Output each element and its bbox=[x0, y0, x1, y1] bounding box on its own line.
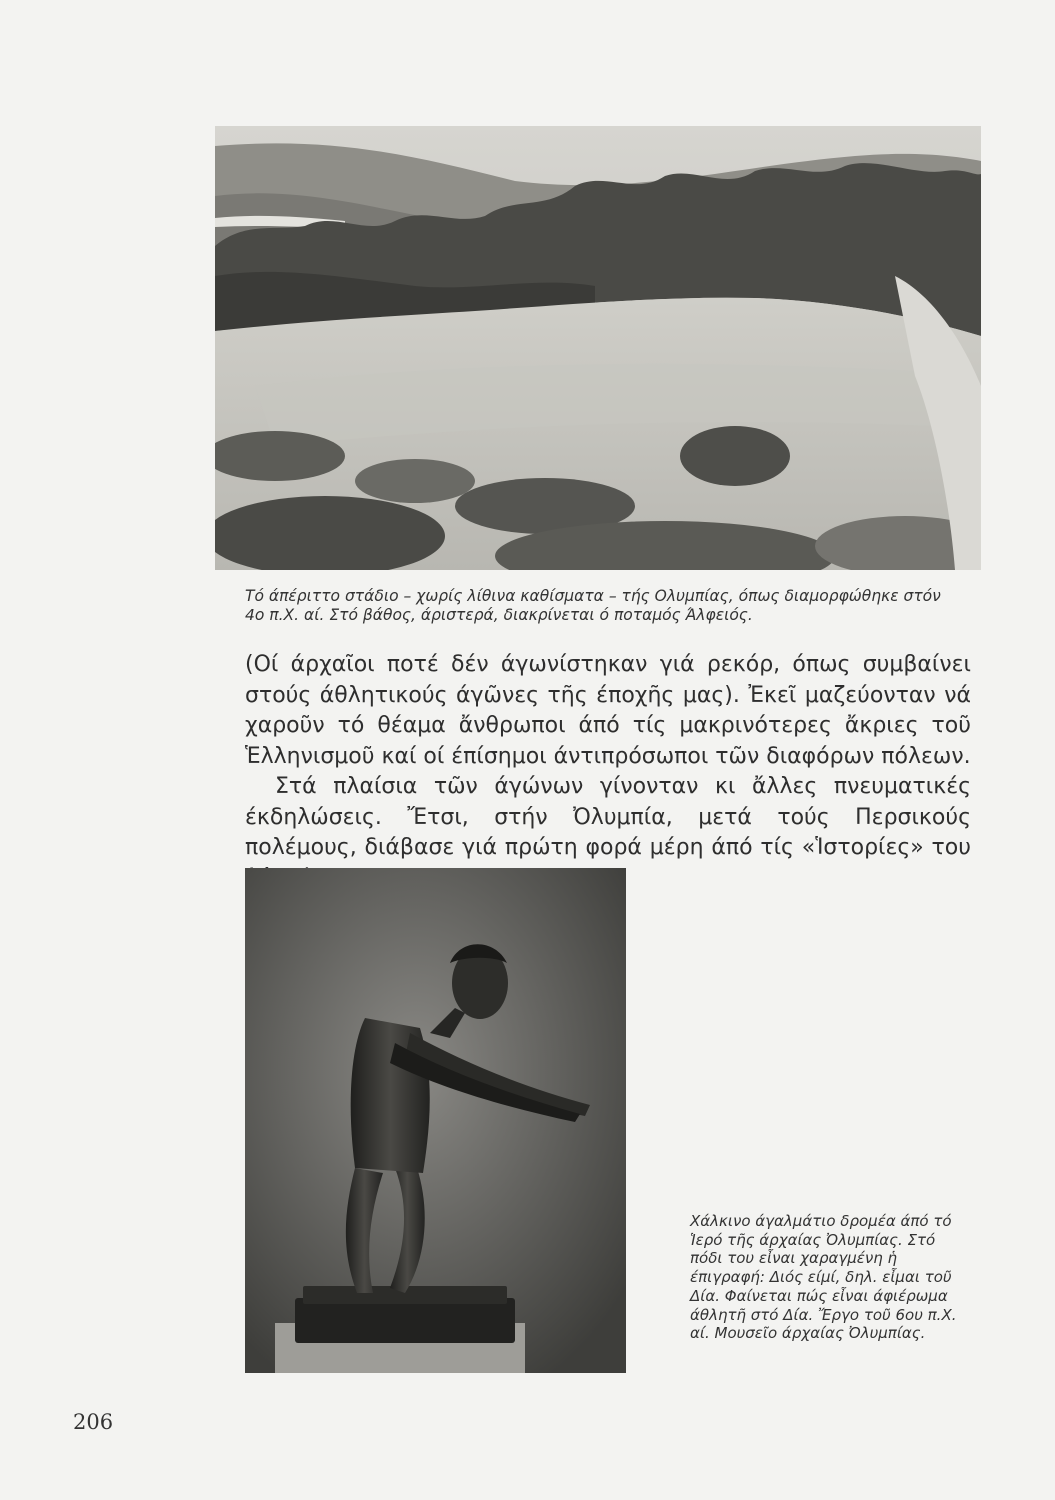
statue-illustration bbox=[245, 868, 626, 1373]
stadium-caption: Τό άπέριττο στάδιο – χωρίς λίθινα καθίσματα – τής Ολυμπίας, όπως διαμορφώθηκε στόν 4ο π.Χ. αί. Στό βάθος, άριστερά, διακρίνεται ό ποταμός Άλφειός. bbox=[245, 587, 941, 624]
stadium-illustration bbox=[215, 126, 981, 570]
body-text bbox=[245, 650, 971, 894]
paragraph-2: Στά πλαίσια τῶν άγώνων γίνονταν κι ἄλλες πνευματικές έκδηλώσεις. Ἔτσι, στήν Ὀλυμπία, μετά τούς Περσικούς πολέμους, διάβασε γιά πρώτη φορά μέρη άπό τίς «Ἱστορίες» του bbox=[245, 774, 971, 860]
page-number: 206 bbox=[73, 1410, 114, 1434]
statue-photo bbox=[245, 868, 626, 1373]
paragraph-1: (Οί άρχαῖοι ποτέ δέν άγωνίστηκαν γιά ρεκόρ, όπως συμβαίνει στούς άθλητικούς άγῶνες τῆς έποχῆς μας). Ἐκεῖ μαζεύονταν νά χαροῦν τό θέαμα ἄνθρωποι άπό τίς μακρινότερες ἄκριες τοῦ Ἑλληνισμοῦ καί οί έπίσημοι άντιπρόσωποι τῶν διαφόρων πόλεων. bbox=[245, 652, 971, 769]
statue-caption: Χάλκινο άγαλμάτιο δρομέα άπό τό Ἱερό τῆς άρχαίας Ὀλυμπίας. Στό πόδι του εἶναι χαραγμένη ἡ έπιγραφή: Διός είμί, δηλ. εἶμαι τοῦ Δία. Φαίνεται πώς εἶναι άφιέρωμα άθλητῆ στό Δία. Ἔργο τοῦ 6ου π.Χ. αί. Μουσεῖο άρχαίας Ὀλυμπίας. bbox=[690, 1212, 957, 1343]
stadium-photo bbox=[215, 126, 981, 570]
